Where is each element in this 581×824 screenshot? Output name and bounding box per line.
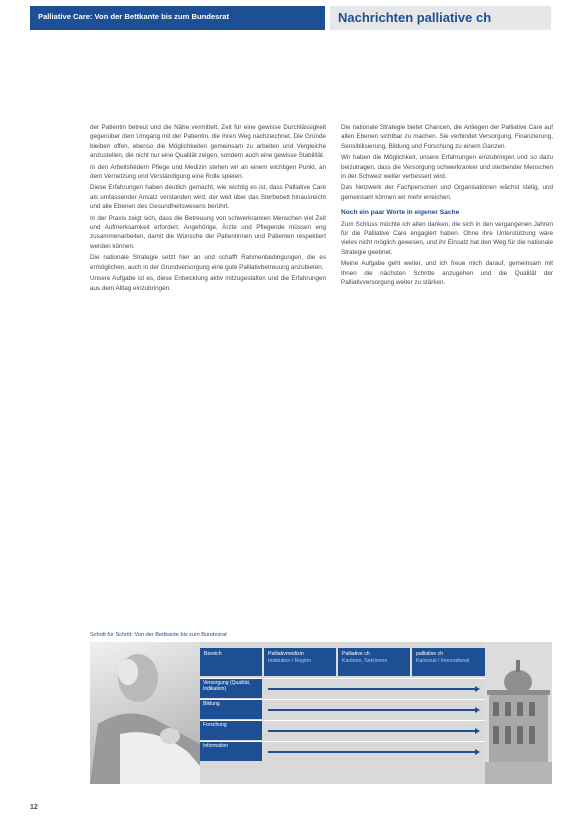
paragraph: Meine Aufgabe geht weiter, und ich freue mich darauf, gemeinsam mit Ihnen die nächsten Schritte anzugehen und die Qualität der Palliativversorgung weiter zu stärken. — [341, 260, 553, 287]
publication-tag — [330, 6, 551, 30]
subheading: Noch ein paar Worte in eigener Sache — [341, 209, 460, 217]
paragraph: Das Netzwerk der Fachpersonen und Organisationen wächst stetig, und gemeinsam können wir mehr erreichen. — [341, 184, 553, 201]
arrow-icon — [268, 730, 476, 732]
header-sublabel: Kantonal / International — [416, 657, 470, 664]
arrow-icon — [268, 688, 476, 690]
table-row — [200, 741, 485, 762]
paragraph: Diese Erfahrungen haben deutlich gemacht, wie wichtig es ist, dass Palliative Care als umfassender Ansatz verstanden wird, der weit über das Sterbebett hinausreicht und alle Ebenen des Gesundheitswesens berührt. — [90, 184, 326, 211]
paragraph: Die nationale Strategie setzt hier an und schafft Rahmenbedingungen, die es ermöglichen, auch in der Grundversorgung eine gute Palliativbetreuung anzubieten. — [90, 254, 326, 271]
header-sublabel: Institution / Region — [268, 657, 311, 664]
header-label: palliative ch — [416, 651, 444, 657]
publication-title: Nachrichten palliative ch — [338, 10, 492, 25]
page-header — [0, 0, 581, 38]
figure-caption: Schritt für Schritt: Von der Bettkante bis zum Bundesrat — [90, 632, 227, 638]
row-label: Versorgung (Qualität, Indikation) — [200, 679, 262, 698]
article-column-right — [341, 123, 553, 290]
section-title: Palliative Care: Von der Bettkante bis zum Bundesrat — [38, 12, 230, 21]
arrow-icon — [268, 709, 476, 711]
header-sublabel: Kantone, Sektionen — [342, 657, 388, 664]
paragraph: In den Arbeitsfeldern Pflege und Medizin stehen wir an einem wichtigen Punkt, an dem Vernetzung und Verständigung eine Rolle spielen. — [90, 163, 326, 181]
paragraph: Wir haben die Möglichkeit, unsere Erfahrungen einzubringen und so dazu beizutragen, dass die Versorgung schwerkranker und sterbender Menschen in der Schweiz weiter verbessert wird. — [341, 154, 553, 181]
paragraph: In der Praxis zeigt sich, dass die Betreuung von schwerkranken Menschen viel Zeit und Aufmerksamkeit erfordert. Angehörige, Ärzte und Pflegende müssen eng zusammenarbeiten, damit die Wünsche der Patientinnen und Patienten respektiert werden können. — [90, 214, 326, 250]
section-band — [30, 6, 325, 30]
figure — [90, 632, 552, 784]
figure-body — [90, 642, 552, 784]
table-header-cell — [412, 648, 485, 676]
paragraph: Die nationale Strategie bietet Chancen, die Anliegen der Palliative Care auf allen Ebenen sichtbar zu machen. Sie verbindet Versorgung, Finanzierung, Sensibilisierung, Bildung und Forschung zu einem Ganzen. — [341, 124, 553, 150]
table-row — [200, 678, 485, 699]
header-label: Palliative ch — [342, 651, 370, 657]
photo-patient-care — [90, 642, 200, 784]
header-label: Bereich — [204, 651, 222, 657]
row-label: Forschung — [200, 721, 262, 740]
table-header-row — [200, 648, 485, 678]
page-number: 12 — [30, 804, 38, 811]
table-header-cell — [264, 648, 336, 676]
row-label: Information — [200, 742, 262, 761]
article-column-left — [90, 123, 326, 295]
paragraph: der Patientin betreut und die Nähe vermittelt. Zeit für eine gewisse Durchlässigkeit gegenüber dem Umgang mit der Patientin, die ihren Weg nachzeichnet. Die Gründe bleiben offen, ebenso die Möglichkeiten gemeinsam zu arbeiten und Vergleiche anzustellen, die nicht nur eine Qualität zeigen, sondern auch eine gewisse Stabilität. — [90, 124, 326, 160]
paragraph: Zum Schluss möchte ich allen danken, die sich in den vergangenen Jahren für die Palliative Care engagiert haben. Ohne ihre Unterstützung wäre vieles nicht möglich gewesen, und ihr Einsatz hat den Weg für die nationale Strategie geebnet. — [341, 220, 553, 256]
responsibility-table — [200, 648, 485, 762]
row-label: Bildung — [200, 700, 262, 719]
arrow-icon — [268, 751, 476, 753]
table-row — [200, 720, 485, 741]
photo-federal-palace — [485, 642, 552, 784]
header-label: Palliativmedizin — [268, 651, 304, 657]
table-header-cell — [338, 648, 410, 676]
paragraph: Unsere Aufgabe ist es, diese Entwicklung aktiv mitzugestalten und die Erfahrungen aus dem Alltag einzubringen. — [90, 275, 326, 292]
table-row — [200, 699, 485, 720]
table-header-cell — [200, 648, 262, 676]
